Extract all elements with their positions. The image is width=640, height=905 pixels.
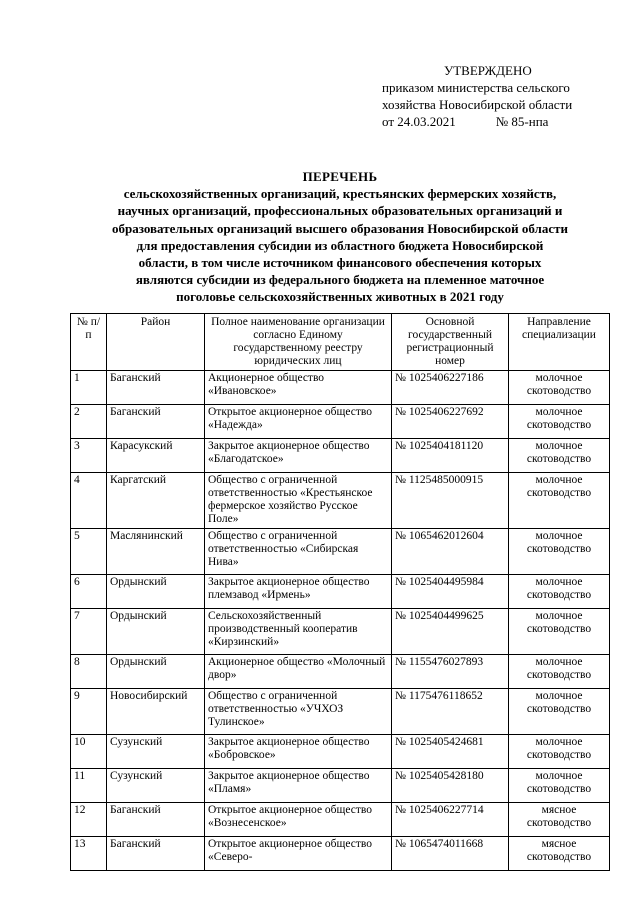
- cell-spec: мясное скотоводство: [509, 837, 610, 871]
- cell-district: Баганский: [107, 803, 205, 837]
- cell-name: Общество с ограниченной ответственностью «Крестьянское фермерское хозяйство Русское Поле»: [205, 473, 392, 529]
- cell-name: Общество с ограниченной ответственностью «Сибирская Нива»: [205, 529, 392, 575]
- cell-district: Карасукский: [107, 439, 205, 473]
- header-ogrn: Основной государственный регистрационный номер: [392, 314, 509, 371]
- table-row: [71, 769, 610, 803]
- cell-ogrn: № 1025404181120: [392, 439, 509, 473]
- cell-spec: молочное скотоводство: [509, 575, 610, 609]
- cell-num: 13: [71, 837, 107, 871]
- cell-name: Закрытое акционерное общество племзавод «Ирмень»: [205, 575, 392, 609]
- heading-line: поголовье сельскохозяйственных животных в 2021 году: [176, 289, 504, 305]
- table-row: [71, 371, 610, 405]
- heading-line: образовательных организаций высшего образования Новосибирской области: [111, 220, 568, 236]
- cell-district: Сузунский: [107, 735, 205, 769]
- cell-district: Ордынский: [107, 609, 205, 655]
- cell-ogrn: № 1175476118652: [392, 689, 509, 735]
- cell-num: 3: [71, 439, 107, 473]
- cell-district: Сузунский: [107, 769, 205, 803]
- cell-ogrn: № 1065462012604: [392, 529, 509, 575]
- cell-ogrn: № 1025404495984: [392, 575, 509, 609]
- cell-spec: молочное скотоводство: [509, 473, 610, 529]
- cell-num: 11: [71, 769, 107, 803]
- table-row: [71, 609, 610, 655]
- cell-spec: молочное скотоводство: [509, 439, 610, 473]
- cell-name: Сельскохозяйственный производственный кооператив «Кирзинский»: [205, 609, 392, 655]
- cell-spec: молочное скотоводство: [509, 609, 610, 655]
- cell-num: 1: [71, 371, 107, 405]
- header-spec: Направление специализации: [509, 314, 610, 371]
- cell-spec: молочное скотоводство: [509, 655, 610, 689]
- table-header-row: [71, 314, 610, 371]
- table-row: [71, 655, 610, 689]
- cell-spec: молочное скотоводство: [509, 405, 610, 439]
- cell-ogrn: № 1155476027893: [392, 655, 509, 689]
- approval-order-line-1: приказом министерства сельского: [382, 80, 570, 95]
- cell-district: Каргатский: [107, 473, 205, 529]
- cell-name: Закрытое акционерное общество «Бобровское»: [205, 735, 392, 769]
- approval-number: № 85-нпа: [495, 114, 549, 129]
- cell-num: 4: [71, 473, 107, 529]
- cell-spec: молочное скотоводство: [509, 769, 610, 803]
- cell-spec: молочное скотоводство: [509, 529, 610, 575]
- approval-order-line-2: хозяйства Новосибирской области: [382, 97, 573, 112]
- cell-district: Новосибирский: [107, 689, 205, 735]
- cell-name: Открытое акционерное общество «Вознесенское»: [205, 803, 392, 837]
- heading-line: являются субсидии из федерального бюджета на племенное маточное: [135, 272, 545, 288]
- approval-date: от 24.03.2021: [382, 114, 456, 129]
- cell-ogrn: № 1065474011668: [392, 837, 509, 871]
- cell-district: Ордынский: [107, 655, 205, 689]
- table-row: [71, 837, 610, 871]
- table-row: [71, 529, 610, 575]
- cell-name: Общество с ограниченной ответственностью «УЧХОЗ Тулинское»: [205, 689, 392, 735]
- header-num: № п/п: [71, 314, 107, 371]
- table-row: [71, 735, 610, 769]
- table-row: [71, 575, 610, 609]
- heading-line: для предоставления субсидии из областного бюджета Новосибирской: [136, 237, 544, 253]
- cell-num: 8: [71, 655, 107, 689]
- cell-ogrn: № 1025406227692: [392, 405, 509, 439]
- cell-num: 10: [71, 735, 107, 769]
- approved-label: УТВЕРЖДЕНО: [444, 63, 532, 78]
- cell-spec: молочное скотоводство: [509, 371, 610, 405]
- heading-line: области, в том числе источником финансового обеспечения которых: [138, 255, 542, 271]
- cell-ogrn: № 1025404499625: [392, 609, 509, 655]
- cell-district: Баганский: [107, 405, 205, 439]
- cell-name: Акционерное общество «Молочный двор»: [205, 655, 392, 689]
- cell-ogrn: № 1025406227714: [392, 803, 509, 837]
- cell-spec: молочное скотоводство: [509, 735, 610, 769]
- header-district: Район: [107, 314, 205, 371]
- table-row: [71, 473, 610, 529]
- cell-num: 7: [71, 609, 107, 655]
- cell-name: Открытое акционерное общество «Надежда»: [205, 405, 392, 439]
- cell-spec: мясное скотоводство: [509, 803, 610, 837]
- approval-stamp: [382, 62, 622, 130]
- cell-name: Акционерное общество «Ивановское»: [205, 371, 392, 405]
- cell-num: 6: [71, 575, 107, 609]
- cell-num: 9: [71, 689, 107, 735]
- cell-district: Баганский: [107, 371, 205, 405]
- document-heading: [60, 168, 620, 306]
- cell-ogrn: № 1025405424681: [392, 735, 509, 769]
- cell-ogrn: № 1025405428180: [392, 769, 509, 803]
- cell-ogrn: № 1125485000915: [392, 473, 509, 529]
- table-row: [71, 439, 610, 473]
- organizations-table: [70, 313, 610, 871]
- cell-num: 5: [71, 529, 107, 575]
- cell-spec: молочное скотоводство: [509, 689, 610, 735]
- heading-line: научных организаций, профессиональных образовательных организаций и: [117, 203, 563, 219]
- cell-name: Закрытое акционерное общество «Благодатское»: [205, 439, 392, 473]
- approval-date-line: [382, 113, 622, 130]
- cell-name: Закрытое акционерное общество «Пламя»: [205, 769, 392, 803]
- cell-ogrn: № 1025406227186: [392, 371, 509, 405]
- cell-num: 12: [71, 803, 107, 837]
- heading-line: сельскохозяйственных организаций, крестьянских фермерских хозяйств,: [123, 186, 557, 202]
- cell-district: Ордынский: [107, 575, 205, 609]
- table-row: [71, 803, 610, 837]
- table-row: [71, 405, 610, 439]
- cell-num: 2: [71, 405, 107, 439]
- table-row: [71, 689, 610, 735]
- document-title: ПЕРЕЧЕНЬ: [302, 169, 378, 184]
- cell-district: Баганский: [107, 837, 205, 871]
- cell-name: Открытое акционерное общество «Северо-: [205, 837, 392, 871]
- cell-district: Маслянинский: [107, 529, 205, 575]
- header-name: Полное наименование организации согласно Единому государственному реестру юридических лиц: [205, 314, 392, 371]
